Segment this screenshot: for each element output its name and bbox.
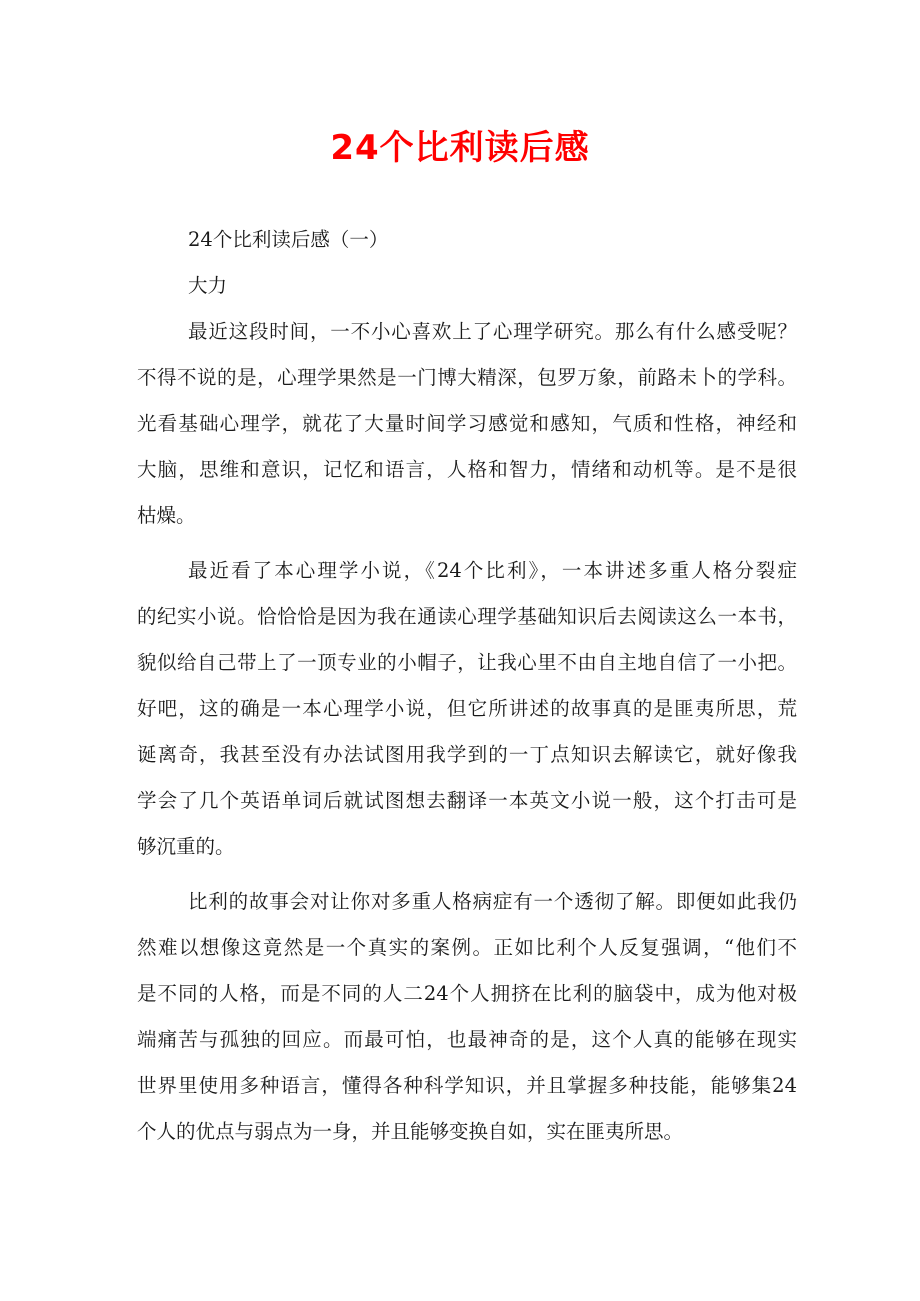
paragraph-line: 学会了几个英语单词后就试图想去翻译一本英文小说一般，这个打击可是 bbox=[137, 789, 797, 812]
paragraph-line: 是不同的人格，而是不同的人二24个人拥挤在比利的脑袋中，成为他对极 bbox=[137, 982, 797, 1005]
paragraph-line: 比利的故事会对让你对多重人格病症有一个透彻了解。即便如此我仍 bbox=[188, 890, 797, 913]
paragraph-line: 最近看了本心理学小说，《24个比利》，一本讲述多重人格分裂症 bbox=[188, 559, 797, 582]
paragraph-line: 然难以想像这竟然是一个真实的案例。正如比利个人反复强调，“他们不 bbox=[137, 936, 797, 959]
paragraph-line: 的纪实小说。恰恰恰是因为我在通读心理学基础知识后去阅读这么一本书， bbox=[137, 605, 797, 628]
paragraph-line: 端痛苦与孤独的回应。而最可怕，也最神奇的是，这个人真的能够在现实 bbox=[137, 1028, 797, 1051]
paragraph-line: 最近这段时间，一不小心喜欢上了心理学研究。那么有什么感受呢？ bbox=[188, 320, 797, 343]
paragraph-line: 貌似给自己带上了一顶专业的小帽子，让我心里不由自主地自信了一小把。 bbox=[137, 651, 797, 674]
paragraph-line: 不得不说的是，心理学果然是一门博大精深，包罗万象，前路未卜的学科。 bbox=[137, 366, 797, 389]
paragraph-line: 世界里使用多种语言，懂得各种科学知识，并且掌握多种技能，能够集24 bbox=[137, 1074, 797, 1097]
paragraph-line: 大脑，思维和意识，记忆和语言，人格和智力，情绪和动机等。是不是很 bbox=[137, 458, 797, 481]
paragraph-line: 枯燥。 bbox=[137, 504, 196, 527]
author-name: 大力 bbox=[188, 274, 228, 297]
section-subtitle: 24个比利读后感（一） bbox=[188, 228, 389, 251]
paragraph-line: 够沉重的。 bbox=[137, 835, 235, 858]
paragraph-line: 光看基础心理学，就花了大量时间学习感觉和感知，气质和性格，神经和 bbox=[137, 412, 797, 435]
paragraph-line: 个人的优点与弱点为一身，并且能够变换自如，实在匪夷所思。 bbox=[137, 1120, 684, 1143]
document-title: 24个比利读后感 bbox=[330, 128, 590, 168]
paragraph-line: 诞离奇，我甚至没有办法试图用我学到的一丁点知识去解读它，就好像我 bbox=[137, 743, 797, 766]
paragraph-line: 好吧，这的确是一本心理学小说，但它所讲述的故事真的是匪夷所思，荒 bbox=[137, 697, 797, 720]
